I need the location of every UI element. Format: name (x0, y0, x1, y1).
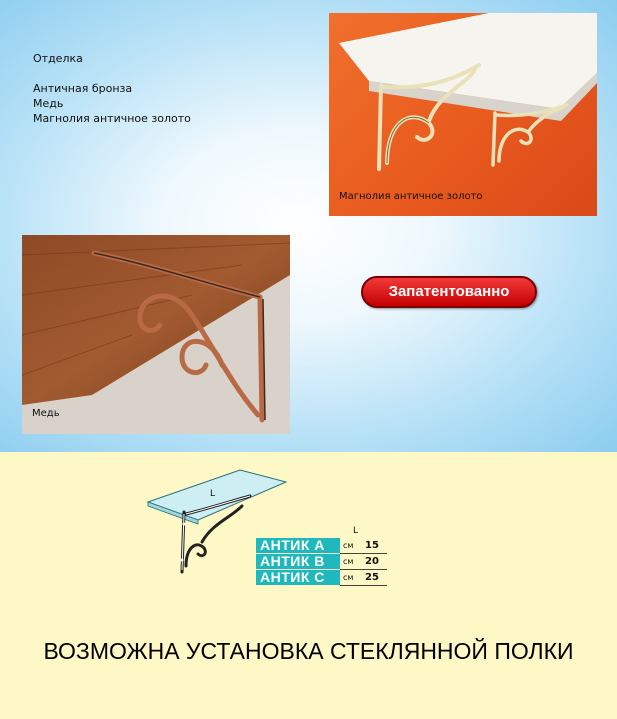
size-table (256, 538, 387, 586)
model-name: АНТИК А (256, 538, 340, 554)
glass-shelf-headline: ВОЗМОЖНА УСТАНОВКА СТЕКЛЯННОЙ ПОЛКИ (43, 638, 574, 664)
gold-bracket-photo (329, 13, 597, 216)
gold-photo-caption: Магнолия античное золото (339, 191, 483, 202)
table-row (256, 538, 387, 554)
size-table-header: L (353, 526, 359, 536)
finish-item-bronze: Античная бронза (33, 82, 133, 95)
gold-bracket-illustration (329, 13, 597, 216)
finish-item-copper: Медь (33, 97, 64, 110)
diagram-dimension-label: L (210, 489, 216, 499)
finish-item-gold: Магнолия античное золото (33, 112, 191, 125)
length-value: 20 (365, 554, 387, 570)
length-value: 15 (365, 538, 387, 554)
finish-heading: Отделка (33, 52, 83, 65)
table-row (256, 554, 387, 570)
copper-photo-caption: Медь (32, 408, 60, 419)
unit-label: см (340, 554, 365, 570)
model-name: АНТИК С (256, 570, 340, 586)
copper-bracket-photo (22, 235, 290, 434)
copper-bracket-illustration (22, 235, 290, 434)
patented-badge: Запатентованно (361, 276, 537, 308)
length-value: 25 (365, 570, 387, 586)
finish-list (33, 51, 191, 126)
unit-label: см (340, 538, 365, 554)
unit-label: см (340, 570, 365, 586)
table-row (256, 570, 387, 586)
model-name: АНТИК В (256, 554, 340, 570)
